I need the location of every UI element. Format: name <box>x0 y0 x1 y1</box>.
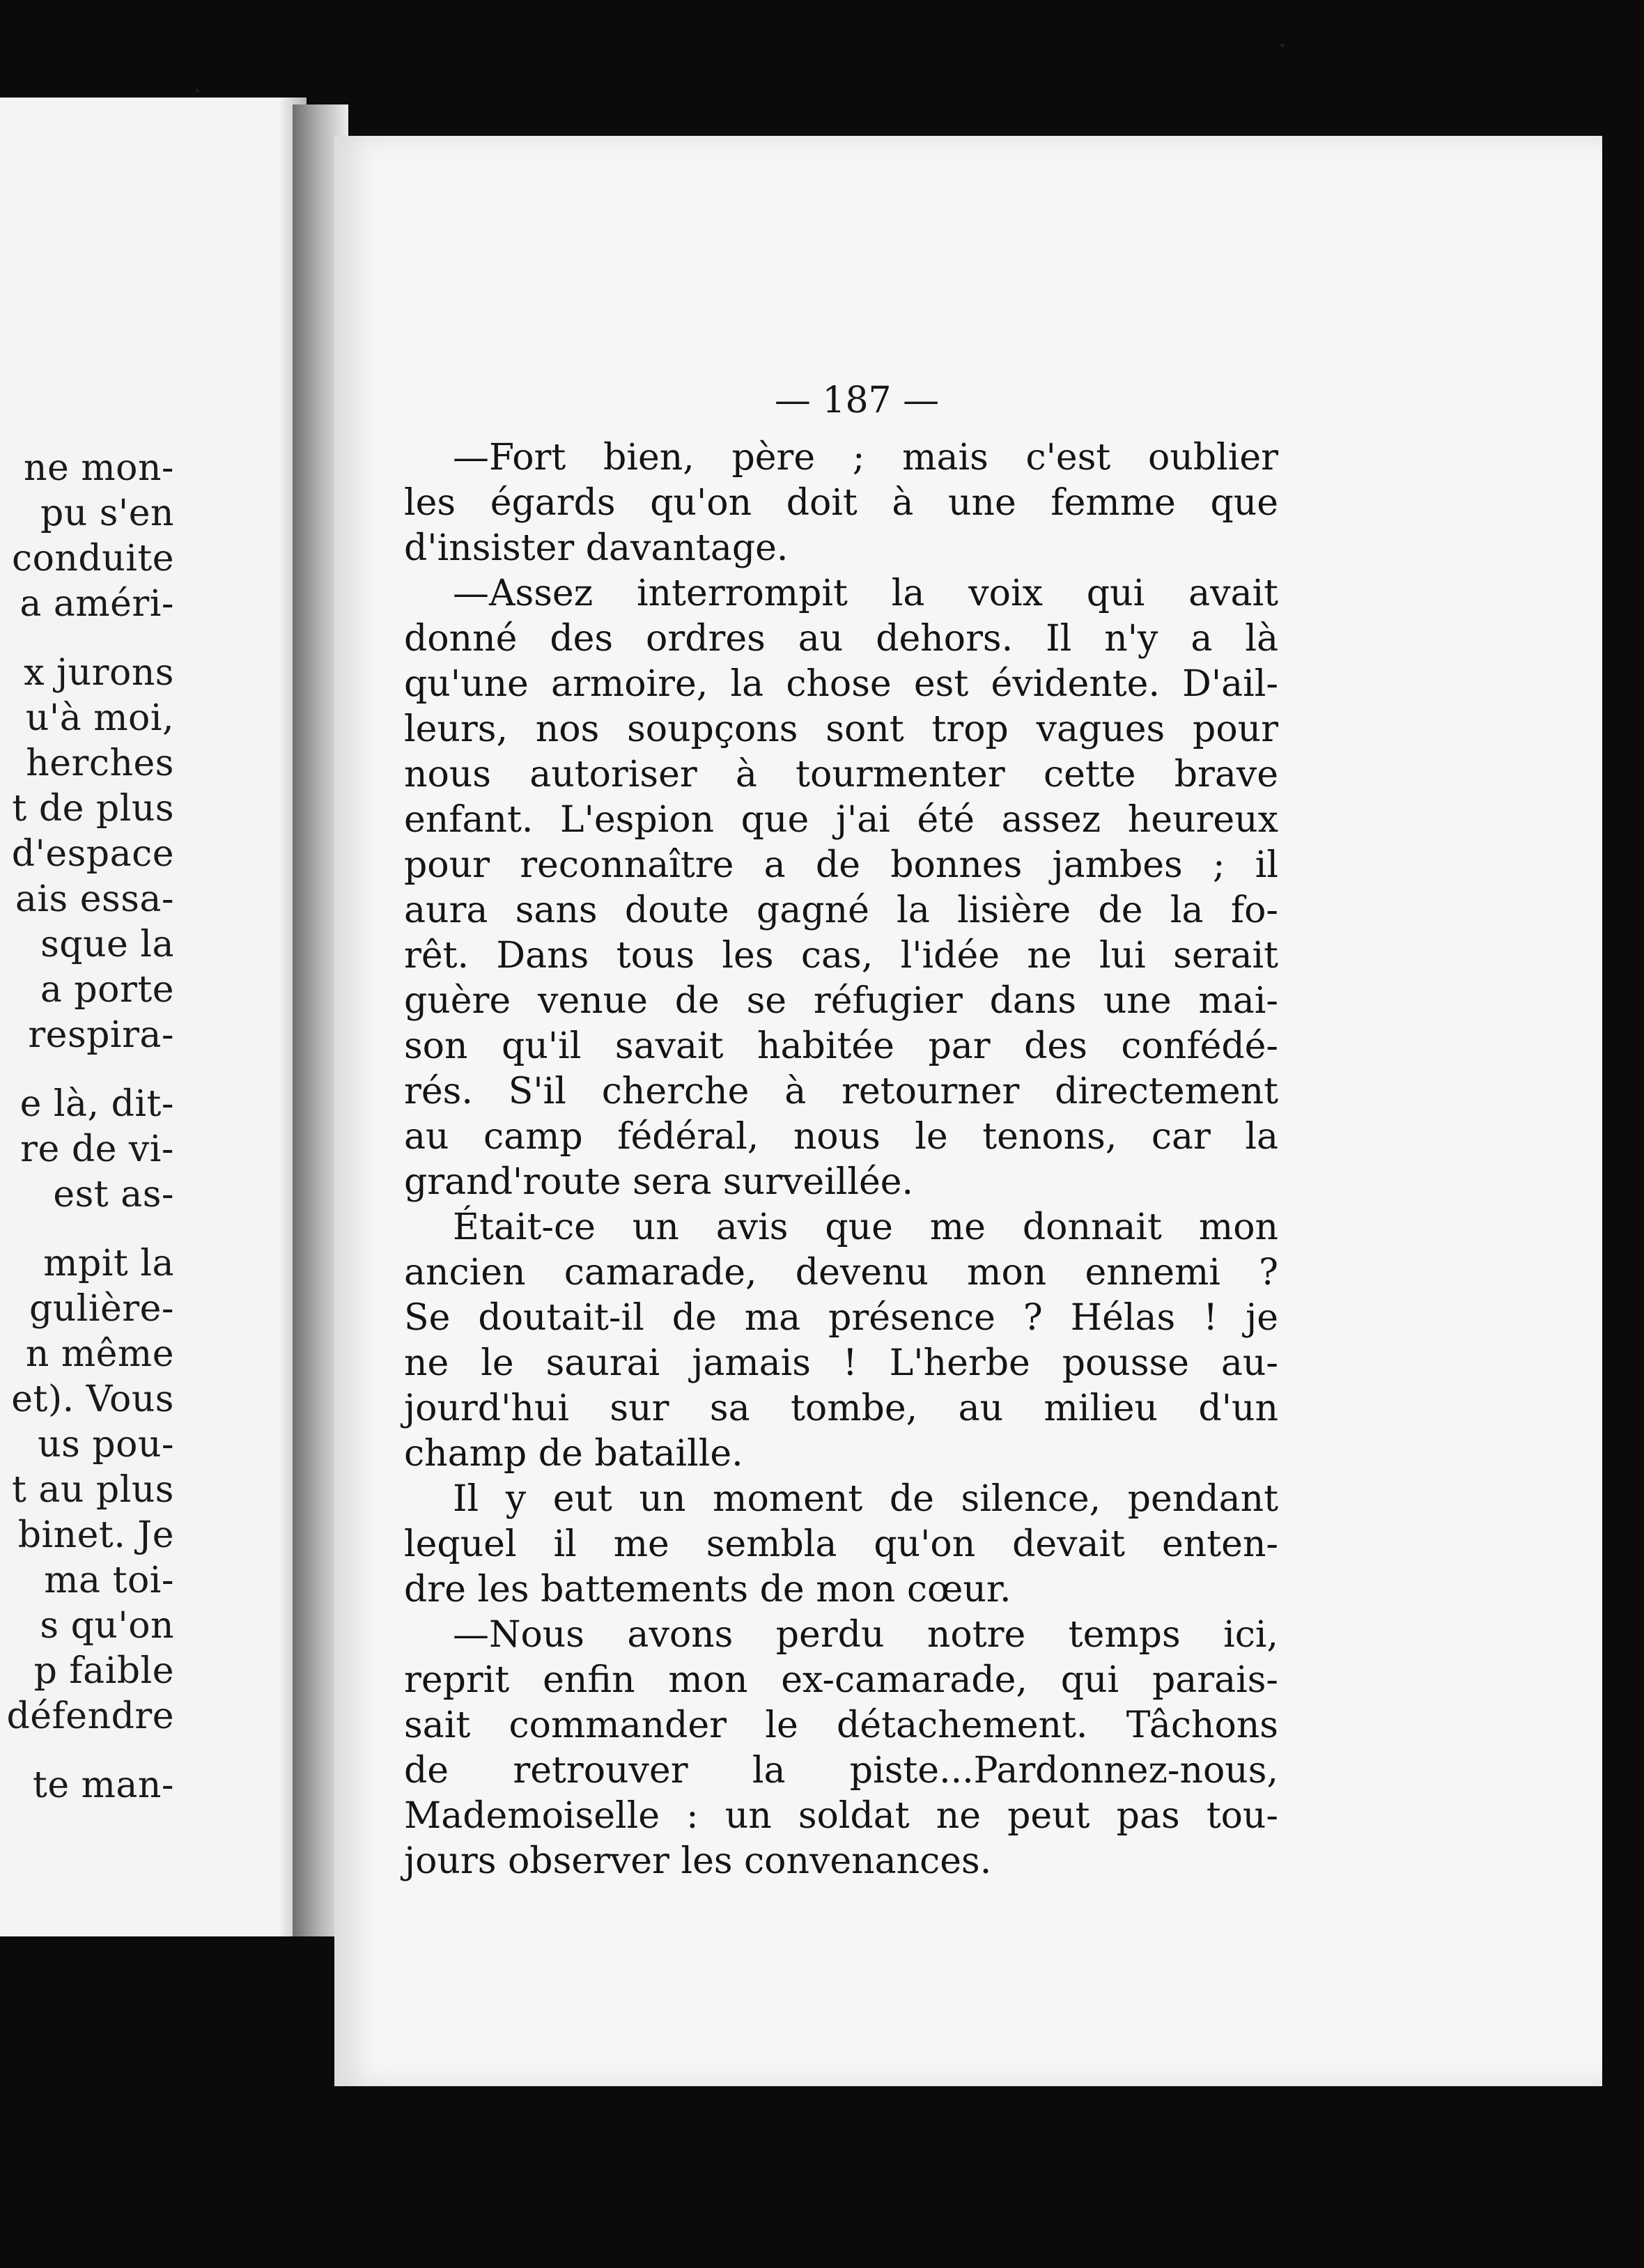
text-line: rés. S'il cherche à retourner directement <box>404 1071 1278 1112</box>
text-line: d'insister davantage. <box>404 527 789 569</box>
text-line: les égards qu'on doit à une femme que <box>404 482 1278 524</box>
page-number: — 187 — <box>774 380 940 421</box>
previous-page-line: a porte <box>40 969 174 1011</box>
text-line: —Assez interrompit la voix qui avait <box>453 573 1278 614</box>
text-line: de retrouver la piste...Pardonnez-nous, <box>404 1750 1278 1792</box>
previous-page-line: e là, dit- <box>20 1083 174 1125</box>
text-line: donné des ordres au dehors. Il n'y a là <box>404 618 1278 660</box>
text-line: Se doutait-il de ma présence ? Hélas ! je <box>404 1297 1278 1339</box>
previous-page-line: sque la <box>40 924 174 965</box>
text-line: Mademoiselle : un soldat ne peut pas tou- <box>404 1795 1278 1837</box>
text-line: dre les battements de mon cœur. <box>404 1569 1011 1610</box>
text-line: au camp fédéral, nous le tenons, car la <box>404 1116 1278 1158</box>
previous-page-line: ne mon- <box>24 447 174 489</box>
text-line: ne le saurai jamais ! L'herbe pousse au- <box>404 1342 1278 1384</box>
text-line: pour reconnaître a de bonnes jambes ; il <box>404 844 1278 886</box>
previous-page-line: herches <box>26 743 174 784</box>
text-line: Il y eut un moment de silence, pendant <box>453 1478 1278 1520</box>
previous-page-line: ais essa- <box>15 878 174 920</box>
text-line: qu'une armoire, la chose est évidente. D'ail- <box>404 663 1278 705</box>
paragraph-gap <box>0 1058 174 1082</box>
previous-page-line: est as- <box>53 1174 174 1215</box>
previous-page-line: p faible <box>33 1650 174 1692</box>
paragraph-gap <box>0 1218 174 1241</box>
paragraph-gap <box>0 627 174 651</box>
previous-page-line: gulière- <box>29 1288 174 1330</box>
text-line: jourd'hui sur sa tombe, au milieu d'un <box>404 1388 1278 1429</box>
text-line: reprit enfin mon ex-camarade, qui parais- <box>404 1659 1278 1701</box>
text-line: rêt. Dans tous les cas, l'idée ne lui serait <box>404 935 1278 977</box>
text-line: aura sans doute gagné la lisière de la fo- <box>404 890 1278 931</box>
text-line: jours observer les convenances. <box>404 1840 992 1882</box>
text-line: champ de bataille. <box>404 1433 743 1475</box>
previous-page-line: défendre <box>6 1695 174 1737</box>
previous-page-line: pu s'en <box>40 492 174 534</box>
text-line: enfant. L'espion que j'ai été assez heureux <box>404 799 1278 841</box>
previous-page-line: n même <box>25 1333 174 1375</box>
text-line: —Fort bien, père ; mais c'est oublier <box>453 437 1278 479</box>
previous-page-line: a améri- <box>20 583 174 625</box>
text-line: Était-ce un avis que me donnait mon <box>453 1206 1278 1248</box>
text-line: —Nous avons perdu notre temps ici, <box>453 1614 1278 1656</box>
previous-page-line: t au plus <box>11 1469 174 1511</box>
previous-page-line: respira- <box>28 1014 174 1056</box>
previous-page-line: t de plus <box>12 788 174 830</box>
previous-page-line: conduite <box>12 538 174 580</box>
previous-page-line: et). Vous <box>11 1378 174 1420</box>
text-line: sait commander le détachement. Tâchons <box>404 1704 1278 1746</box>
previous-page-text <box>0 446 174 1808</box>
text-line: guère venue de se réfugier dans une mai- <box>404 980 1278 1022</box>
current-page <box>334 136 1602 2086</box>
previous-page-line: d'espace <box>11 833 174 875</box>
previous-page-line: te man- <box>32 1764 174 1806</box>
previous-page-line: re de vi- <box>20 1128 174 1170</box>
previous-page-line: mpit la <box>43 1243 174 1284</box>
previous-page-line: u'à moi, <box>25 697 174 739</box>
text-line: ancien camarade, devenu mon ennemi ? <box>404 1252 1278 1294</box>
text-line: nous autoriser à tourmenter cette brave <box>404 754 1278 795</box>
text-line: leurs, nos soupçons sont trop vagues pour <box>404 708 1278 750</box>
paragraph-gap <box>0 1739 174 1763</box>
previous-page-line: binet. Je <box>17 1514 174 1556</box>
text-line: lequel il me sembla qu'on devait enten- <box>404 1523 1278 1565</box>
page-body-text <box>404 435 1278 1884</box>
text-line: grand'route sera surveillée. <box>404 1161 914 1203</box>
previous-page <box>0 98 307 1936</box>
text-line: son qu'il savait habitée par des confédé- <box>404 1025 1278 1067</box>
previous-page-line: ma toi- <box>44 1560 174 1601</box>
previous-page-line: s qu'on <box>40 1605 174 1647</box>
previous-page-line: x jurons <box>24 652 174 694</box>
previous-page-line: us pou- <box>38 1424 174 1466</box>
